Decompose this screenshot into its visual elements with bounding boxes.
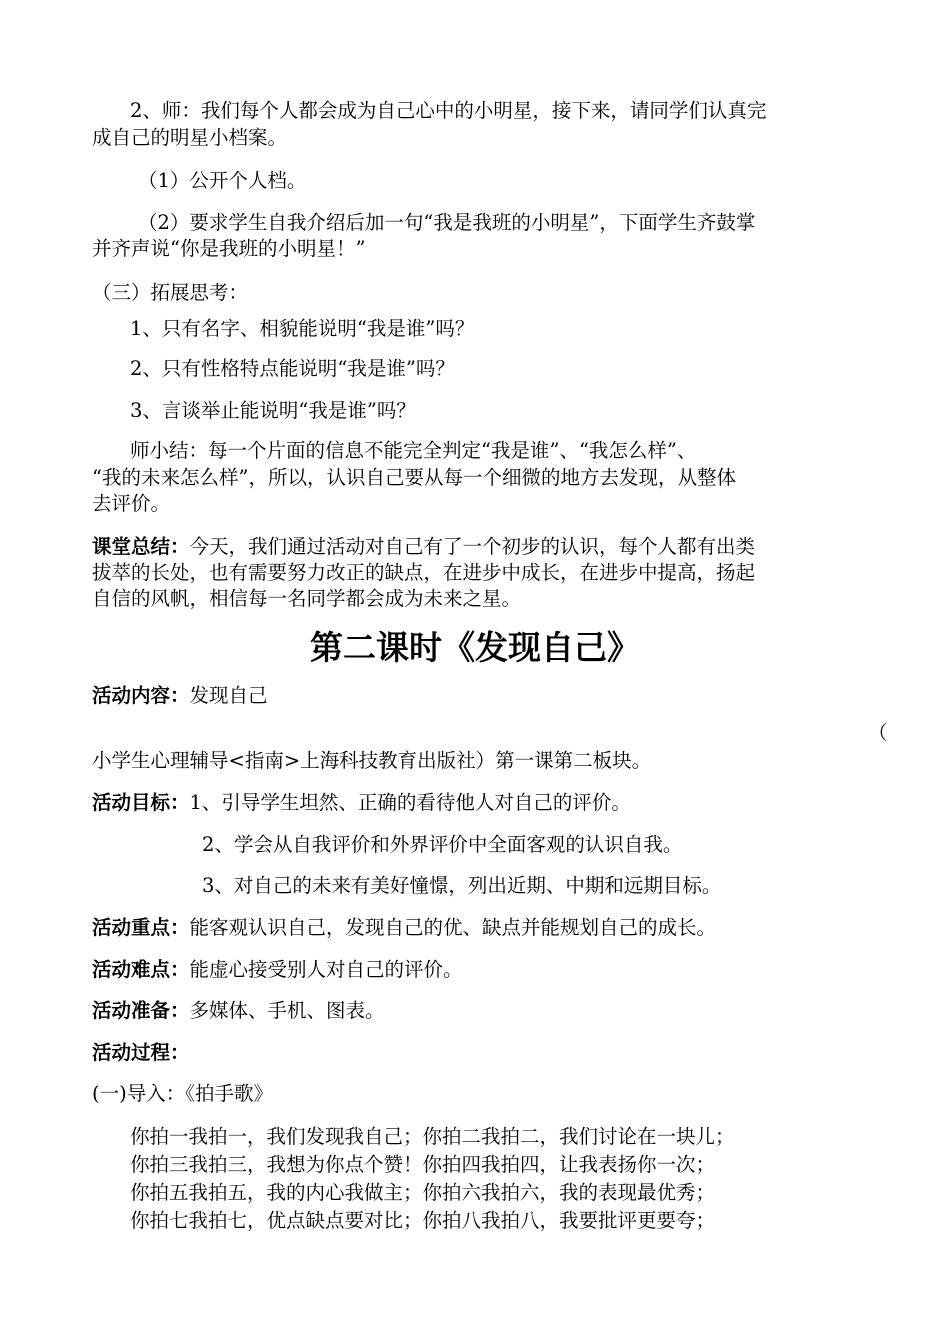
difficulty-text: 能虚心接受别人对自己的评价。 bbox=[189, 958, 463, 981]
process-label: 活动过程： bbox=[92, 1041, 190, 1064]
list-item: 2、只有性格特点能说明“我是谁”吗？ bbox=[130, 357, 455, 380]
activity-process bbox=[92, 1040, 862, 1066]
paragraph-line: “我的未来怎么样”，所以，认识自己要从每一个细微的地方去发现，从整体 bbox=[92, 466, 736, 489]
song-line: 你拍三我拍三，我想为你点个赞！你拍四我拍四，让我表扬你一次； bbox=[130, 1153, 716, 1176]
key-point-text: 能客观认识自己，发现自己的优、缺点并能规划自己的成长。 bbox=[189, 916, 717, 939]
lesson-title: 第二课时《发现自己》 bbox=[310, 628, 640, 667]
activity-preparation bbox=[92, 998, 862, 1024]
preparation-text: 多媒体、手机、图表。 bbox=[189, 999, 385, 1022]
goal-item: 1、引导学生坦然、正确的看待他人对自己的评价。 bbox=[189, 791, 631, 814]
goal-item: 3、对自己的未来有美好憧憬，列出近期、中期和远期目标。 bbox=[202, 874, 722, 897]
summary-line: 自信的风帆，相信每一名同学都会成为未来之星。 bbox=[92, 587, 522, 610]
content-label: 活动内容： bbox=[92, 684, 190, 707]
intro-line: (一)导入：《拍手歌》 bbox=[92, 1082, 273, 1105]
paragraph-line: 成自己的明星小档案。 bbox=[92, 126, 288, 149]
goal-item: 2、学会从自我评价和外界评价中全面客观的认识自我。 bbox=[202, 833, 683, 856]
preparation-label: 活动准备： bbox=[92, 999, 190, 1022]
content-text: 发现自己 bbox=[189, 684, 268, 707]
goals-label: 活动目标： bbox=[92, 791, 190, 814]
list-item: 3、言谈举止能说明“我是谁”吗？ bbox=[130, 399, 416, 422]
song-line: 你拍一我拍一，我们发现我自己；你拍二我拍二，我们讨论在一块儿； bbox=[130, 1125, 735, 1148]
summary-label: 课堂总结： bbox=[92, 535, 190, 558]
paragraph-line: 并齐声说“你是我班的小明星！” bbox=[92, 237, 366, 260]
paragraph-line: 师小结：每一个片面的信息不能完全判定“我是谁”、“我怎么样”、 bbox=[130, 439, 697, 462]
section-heading: （三）拓展思考： bbox=[92, 281, 249, 304]
paragraph-line: 2、师：我们每个人都会成为自己心中的小明星，接下来，请同学们认真完 bbox=[130, 99, 767, 122]
summary-line bbox=[92, 534, 862, 560]
activity-difficulty bbox=[92, 957, 862, 983]
song-line: 你拍七我拍七，优点缺点要对比；你拍八我拍八，我要批评更要夸； bbox=[130, 1209, 716, 1232]
activity-goals bbox=[92, 790, 862, 816]
activity-content bbox=[92, 683, 862, 709]
source-line: 小学生心理辅导<指南>上海科技教育出版社）第一课第二板块。 bbox=[92, 749, 652, 772]
open-paren: （ bbox=[868, 721, 888, 744]
paragraph-line: 去评价。 bbox=[92, 492, 171, 515]
difficulty-label: 活动难点： bbox=[92, 958, 190, 981]
activity-key-point bbox=[92, 915, 862, 941]
paragraph-line: （1）公开个人档。 bbox=[138, 169, 307, 192]
summary-line: 拔萃的长处，也有需要努力改正的缺点，在进步中成长，在进步中提高，扬起 bbox=[92, 561, 756, 584]
key-point-label: 活动重点： bbox=[92, 916, 190, 939]
summary-text: 今天，我们通过活动对自己有了一个初步的认识，每个人都有出类 bbox=[189, 535, 756, 558]
paragraph-line: （2）要求学生自我介绍后加一句“我是我班的小明星”，下面学生齐鼓掌 bbox=[138, 211, 756, 234]
list-item: 1、只有名字、相貌能说明“我是谁”吗？ bbox=[130, 317, 475, 340]
song-line: 你拍五我拍五，我的内心我做主；你拍六我拍六，我的表现最优秀； bbox=[130, 1181, 716, 1204]
